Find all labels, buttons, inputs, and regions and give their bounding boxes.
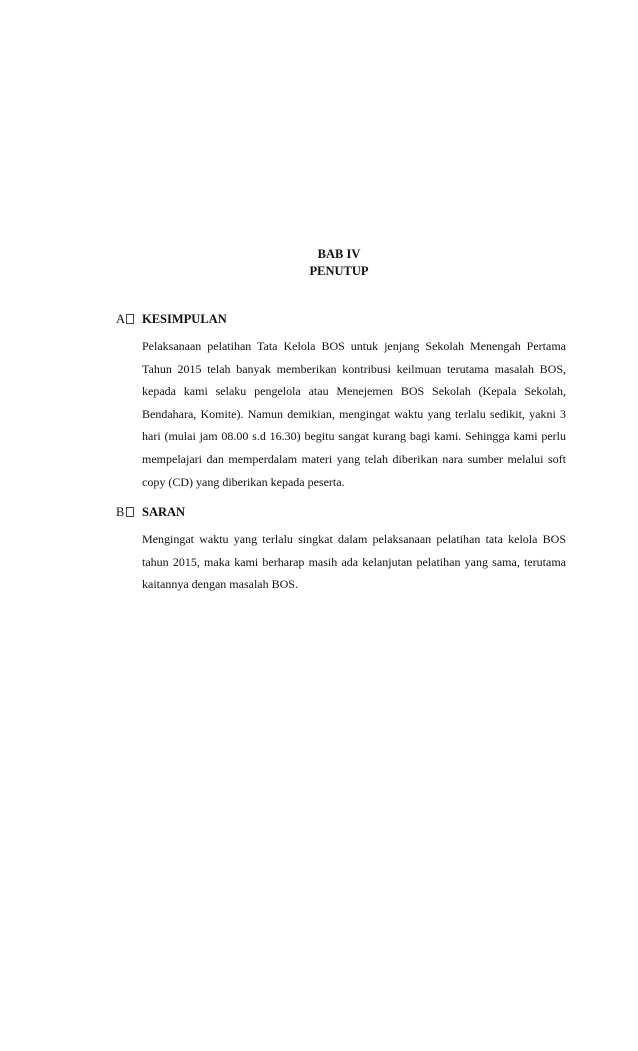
section-saran [116, 505, 566, 596]
chapter-title: PENUTUP [309, 264, 369, 278]
section-paragraph: Pelaksanaan pelatihan Tata Kelola BOS untuk jenjang Sekolah Menengah Pertama Tahun 2015 telah banyak memberikan kontribusi keilmuan terutama masalah BOS, kepada kami selaku pengelola atau Menejemen BOS Sekolah (Kepala Sekolah, Bendahara, Komite). Namun demikian, mengingat waktu yang terlalu sedikit, yakni 3 hari (mulai jam 08.00 s.d 16.30) begitu sangat kurang bagi kami. Sehingga kami perlu mempelajari dan memperdalam materi yang telah diberikan nara sumber melalui soft copy (CD) yang diberikan kepada peserta. [142, 339, 566, 489]
section-letter: B [116, 505, 125, 519]
section-title: SARAN [142, 505, 186, 519]
missing-glyph-box-icon [126, 314, 134, 324]
section-title: KESIMPULAN [142, 312, 227, 326]
section-heading [116, 505, 566, 522]
section-kesimpulan [116, 312, 566, 493]
section-paragraph: Mengingat waktu yang terlalu singkat dalam pelaksanaan pelatihan tata kelola BOS tahun 2015, maka kami berharap masih ada kelanjutan pelatihan yang sama, terutama kaitannya dengan masalah BOS. [142, 532, 566, 592]
section-heading [116, 312, 566, 329]
chapter-number: BAB IV [317, 247, 361, 261]
missing-glyph-box-icon [126, 507, 134, 517]
section-letter: A [116, 312, 126, 326]
